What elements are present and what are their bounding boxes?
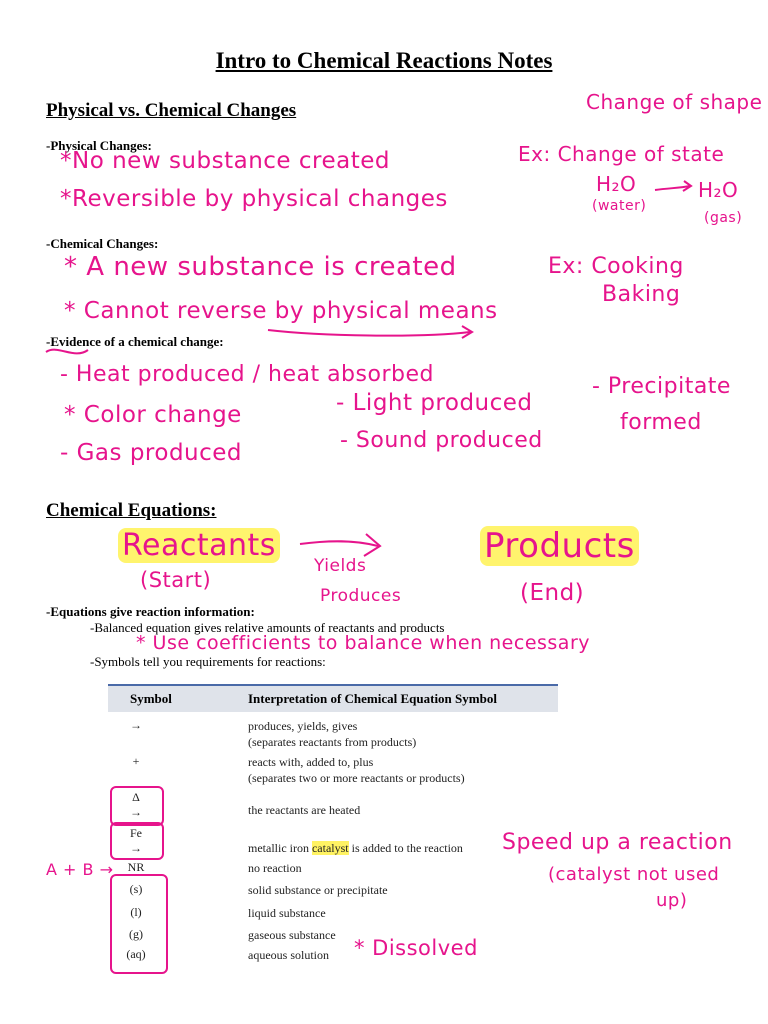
equations-info-label: -Equations give reaction information: [46, 604, 255, 619]
reactants-highlight: Reactants [118, 528, 280, 563]
symbol-cell: NR [127, 860, 145, 874]
fe-symbol: Fe [130, 826, 142, 840]
interpretation-cell: no reaction [248, 861, 302, 875]
symbols-line: -Symbols tell you requirements for reactions: [90, 654, 326, 669]
handwritten-coefficients-note: * Use coefficients to balance when necessary [136, 632, 591, 654]
interpretation-cell: the reactants are heated [248, 803, 361, 817]
symbol-cell: (l) [130, 905, 142, 919]
interp-line: (separates reactants from products) [248, 735, 417, 749]
handwritten-evidence-color: * Color change [64, 402, 242, 428]
handwritten-dissolved: * Dissolved [354, 936, 478, 960]
handwritten-change-of-shape: Change of shape [586, 90, 763, 114]
handwritten-evidence-gas: - Gas produced [60, 440, 243, 466]
handwritten-h2o-left: H₂O [596, 172, 637, 196]
arrow-symbol: → [130, 841, 142, 855]
interpretation-cell: liquid substance [248, 906, 326, 920]
symbol-cell: (g) [129, 927, 143, 941]
interpretation-cell: aqueous solution [248, 948, 329, 962]
delta-symbol: Δ [132, 790, 140, 804]
interp-line: produces, yields, gives [248, 719, 358, 733]
handwritten-water: (water) [592, 198, 647, 214]
handwritten-note-physical-2: *Reversible by physical changes [60, 186, 448, 212]
interp-text: metallic iron [248, 841, 312, 855]
handwritten-a-plus-b: A + B → [46, 860, 114, 879]
handwritten-note-chemical-1: * A new substance is created [64, 252, 457, 282]
products-highlight: Products [480, 526, 639, 566]
handwritten-change-of-state: Ex: Change of state [518, 142, 725, 166]
yields-arrow-icon [300, 541, 378, 546]
handwritten-evidence-light: - Light produced [336, 390, 533, 416]
interpretation-cell: solid substance or precipitate [248, 883, 388, 897]
balanced-equation-line: -Balanced equation gives relative amounts of reactants and products [90, 620, 445, 635]
arrow-symbol: → [130, 805, 142, 819]
handwritten-evidence-precipitate: - Precipitate [592, 374, 731, 399]
handwritten-catalyst-not-used: (catalyst not used [548, 864, 720, 885]
section-heading-chemical-equations: Chemical Equations: [46, 500, 217, 521]
handwritten-evidence-formed: formed [620, 410, 702, 435]
evidence-label: -Evidence of a chemical change: [46, 334, 224, 349]
handwritten-end: (End) [520, 580, 585, 606]
header-symbol: Symbol [130, 691, 172, 706]
handwritten-evidence-sound: - Sound produced [340, 428, 543, 453]
handwritten-up: up) [656, 890, 688, 911]
interp-line: reacts with, added to, plus [248, 755, 374, 769]
handwritten-h2o-right: H₂O [698, 178, 739, 202]
handwritten-note-chemical-2: * Cannot reverse by physical means [64, 298, 498, 324]
handwritten-note-physical-1: *No new substance created [60, 148, 390, 174]
section-heading-physical-chemical: Physical vs. Chemical Changes [46, 100, 297, 121]
page-title: Intro to Chemical Reactions Notes [215, 48, 553, 73]
evidence-squiggle-icon [46, 350, 88, 354]
handwritten-gas: (gas) [704, 210, 743, 226]
interp-line: (separates two or more reactants or products) [248, 771, 465, 785]
symbol-cell: (aq) [126, 947, 146, 961]
handwritten-speed-up: Speed up a reaction [502, 830, 733, 855]
symbol-cell: + [132, 754, 140, 768]
handwritten-evidence-heat: - Heat produced / heat absorbed [60, 362, 434, 387]
chemical-changes-label: -Chemical Changes: [46, 236, 159, 251]
header-interpretation: Interpretation of Chemical Equation Symbol [248, 691, 497, 706]
handwritten-cooking: Ex: Cooking [548, 254, 684, 279]
handwritten-yields: Yields [314, 556, 367, 576]
symbol-cell: (s) [129, 882, 143, 896]
physical-changes-label: -Physical Changes: [46, 138, 152, 153]
interpretation-cell: gaseous substance [248, 928, 336, 942]
interp-text: is added to the reaction [348, 841, 463, 855]
underline-arrow-icon [268, 330, 470, 336]
handwritten-start: (Start) [140, 568, 212, 592]
handwritten-baking: Baking [602, 282, 681, 307]
catalyst-highlight: catalyst [311, 841, 349, 855]
symbol-cell: → [130, 718, 142, 732]
handwritten-produces: Produces [320, 586, 402, 606]
